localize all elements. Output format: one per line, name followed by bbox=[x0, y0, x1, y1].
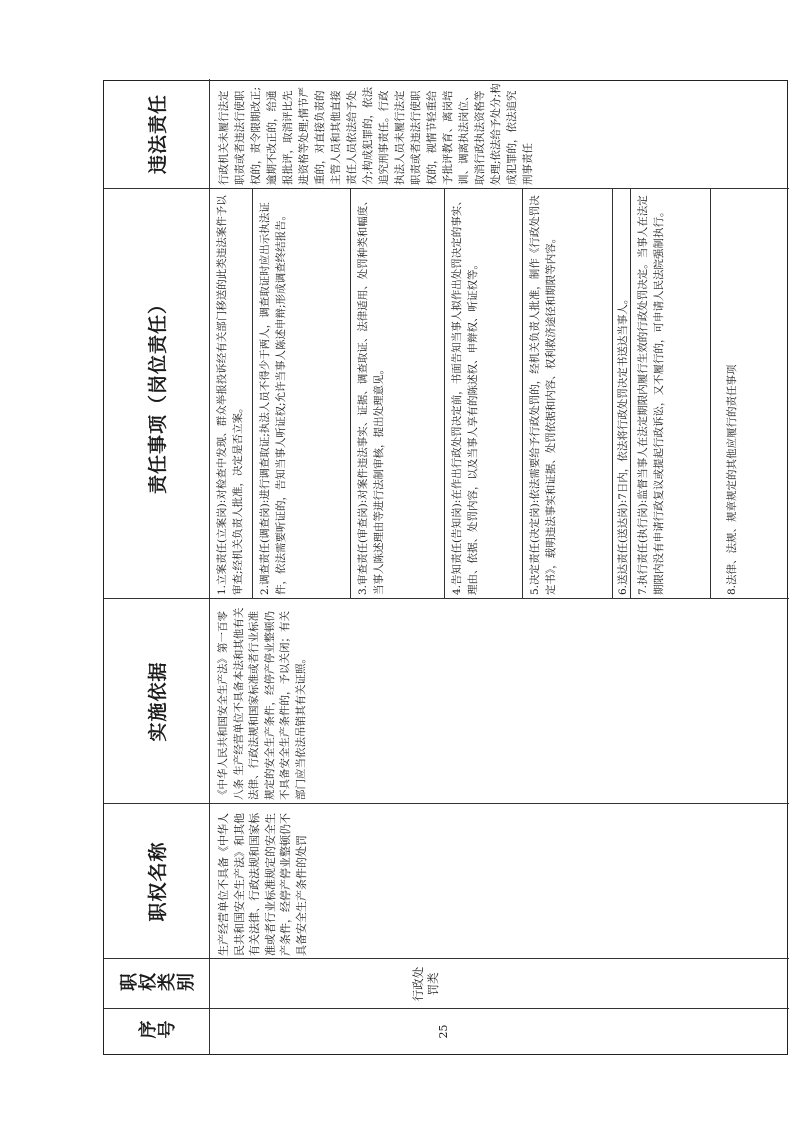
duty-divider bbox=[522, 189, 523, 599]
duty-item: 5.决定责任(决定岗):依法需要给予行政处罚的，经机关负责人批准，制作《行政处罚决定书》，载明违法事实和证据、处罚依据和内容、权利救济途径和期限等内容。 bbox=[529, 195, 557, 595]
responsibility-table bbox=[103, 80, 788, 1055]
header-category bbox=[104, 959, 209, 1009]
row-basis: 《中华人民共和国安全生产法》第一百零八条 生产经营单位不具备本法和其他有关法律、行政法规和国家标准或者行业标准规定的安全生产条件，经停产停业整顿仍不具备安全生产条件的，予以关闭；有关部门应当依法吊销其有关证照。 bbox=[217, 607, 307, 800]
header-basis: 实施依据 bbox=[147, 661, 169, 742]
duty-divider bbox=[710, 189, 711, 599]
row-index: 25 bbox=[437, 1024, 450, 1039]
header-seq bbox=[104, 1009, 209, 1054]
row-violation: 行政机关未履行法定职责或者违法行使职权的，责令限期改正;逾期不改正的，给通报批评，取消评比先进资格等处理;情节严重的，对直接负责的主管人员和其他直接责任人员依法给予处分;构成犯罪的，依法追究刑事责任。行政执法人员未履行法定职责或者违法行使职权的，视情节轻重给予批评教育、离岗培训、调离执法岗位、取消行政执法资格等处理;依法给予处分;构成犯罪的，依法追究刑事责任 bbox=[218, 83, 534, 185]
header-violation: 违法责任 bbox=[147, 94, 169, 175]
duty-item: 4.告知责任(告知岗):在作出行政处罚决定前，书面告知当事人拟作出处罚决定的事实、理由、依据、处罚内容，以及当事人享有的陈述权、申辩权、听证权等。 bbox=[451, 195, 479, 595]
duty-divider bbox=[350, 189, 351, 599]
rotated-table-canvas bbox=[103, 80, 788, 1055]
duty-divider bbox=[444, 189, 445, 599]
header-seq-text: 序号 bbox=[137, 1020, 176, 1042]
duty-item: 3.审查责任(审查岗):对案件违法事实、证据、调查取证、法律适用、处罚种类和幅度、当事人陈述理由等进行法制审核，提出处理意见。 bbox=[357, 195, 385, 595]
duty-item: 2.调查责任(调查岗):进行调查取证;执法人员不得少于两人，调查取证时应出示执法证件，依法需要听证的，告知当事人听证权;允许当事人陈述申辩;形成调查终结报告。 bbox=[259, 202, 287, 595]
header-category-text: 职权类别 bbox=[118, 973, 195, 994]
row-category: 行政处罚类 bbox=[411, 966, 440, 1002]
row-name: 生产经营单位不具备《中华人民共和国安全生产法》和其他有关法律、行政法规和国家标准或者行业标准规定的安全生产条件，经停产停业整顿仍不具备安全生产条件的处罚 bbox=[217, 813, 308, 956]
duty-item: 7.执行责任(执行岗):监督当事人在法定期限内履行生效的行政处罚决定。当事人在法定期限内没有申请行政复议或提起行政诉讼，又不履行的，可申请人民法院强制执行。 bbox=[637, 195, 665, 595]
header-name: 职权名称 bbox=[147, 841, 169, 922]
duty-item: 1.立案责任(立案岗):对检查中发现、群众举报投诉经有关部门移送的此类违法案件予以审查;经机关负责人批准，决定是否立案。 bbox=[216, 195, 244, 595]
duty-item: 6.送达责任(送达岗):7日内，依法将行政处罚决定书送达当事人。 bbox=[617, 293, 629, 595]
header-divider bbox=[209, 79, 210, 1054]
duty-item: 8.法律、法规、规章规定的其他应履行的责任事项 bbox=[726, 364, 738, 595]
duty-divider bbox=[252, 189, 253, 599]
header-duty: 责任事项（岗位责任） bbox=[147, 294, 169, 495]
